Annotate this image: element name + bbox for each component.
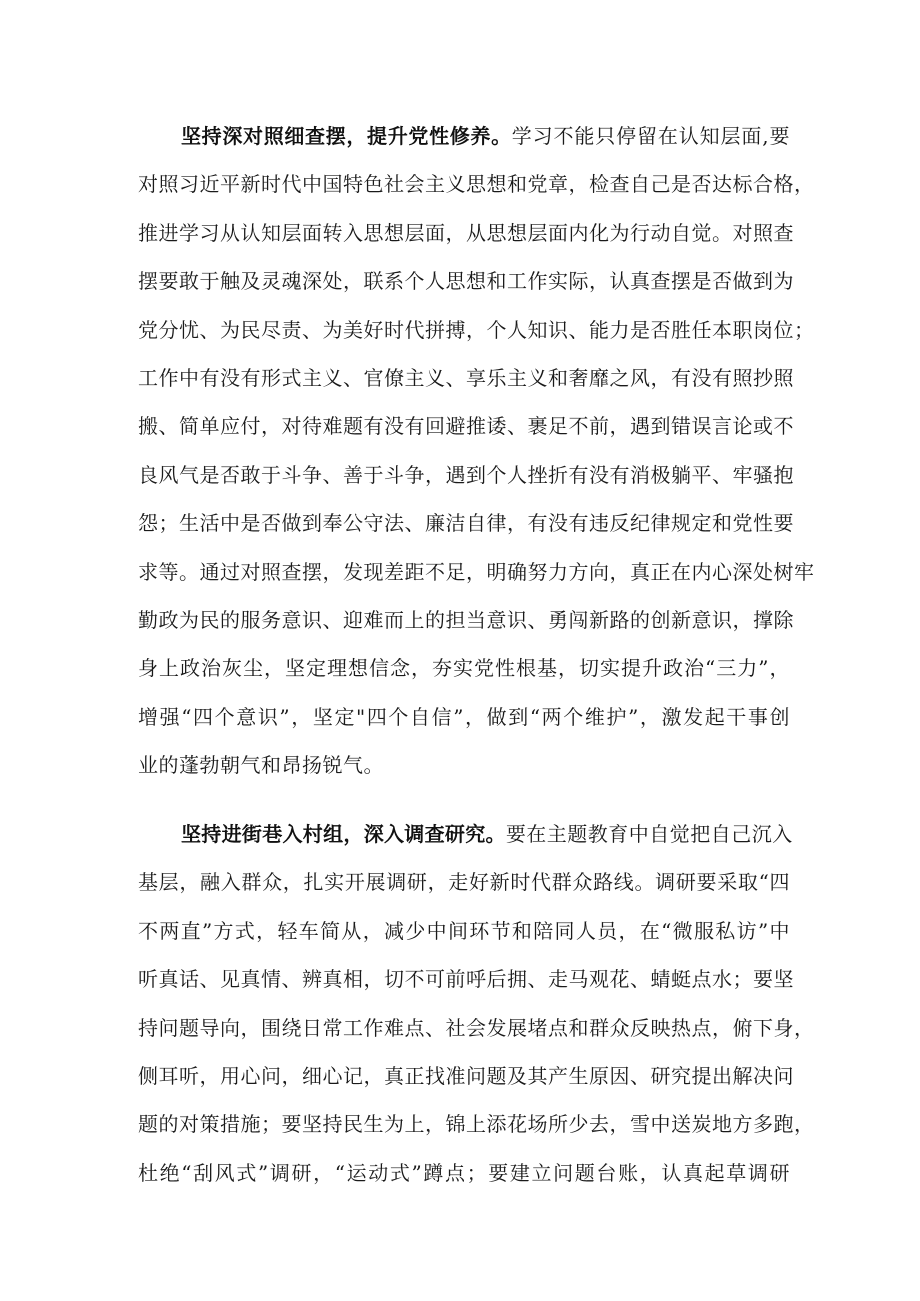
paragraph-first-line (138, 112, 790, 160)
text-line: 勤政为民的服务意识、迎难而上的担当意识、勇闯新路的创新意识，撑除 (138, 607, 794, 632)
text-line: 杜绝“刮风式”调研，“运动式”蹲点；要建立问题台账，认真起草调研 (138, 1160, 790, 1185)
text-line: 对照习近平新时代中国特色社会主义思想和党章，检查自己是否达标合格， (138, 172, 815, 197)
paragraph-heading: 坚持深对照细查摆，提升党性修养。 (181, 124, 512, 148)
paragraph-text: 要在主题教育中自觉把自己沉入 (505, 822, 793, 846)
text-line: 不两直”方式，轻车简从，减少中间环节和陪同人员，在“微服私访”中 (138, 918, 790, 943)
text-line: 党分忧、为民尽责、为美好时代拼搏，个人知识、能力是否胜任本职岗位； (138, 317, 815, 342)
text-line: 侧耳听，用心问，细心记，真正找准问题及其产生原因、研究提出解决问 (138, 1063, 794, 1088)
paragraph-first-line (138, 810, 793, 858)
text-line: 推进学习从认知层面转入思想层面，从思想层面内化为行动自觉。对照查 (138, 220, 794, 245)
paragraph-text: 学习不能只停留在认知层面,要 (511, 124, 790, 148)
text-line: 摆要敢于触及灵魂深处，联系个人思想和工作实际，认真查摆是否做到为 (138, 269, 794, 294)
paragraph-heading: 坚持进街巷入村组，深入调查研究。 (181, 822, 506, 846)
text-line: 搬、简单应付，对待难题有没有回避推诿、裹足不前，遇到错误言论或不 (138, 414, 794, 439)
paragraph-field-research (138, 810, 815, 1197)
text-line: 题的对策措施；要坚持民生为上，锦上添花场所少去，雪中送炭地方多跑， (138, 1112, 815, 1137)
text-line: 增强“四个意识”，坚定"四个自信”，做到“两个维护”，激发起干事创 (138, 704, 790, 729)
text-line: 身上政治灰尘，坚定理想信念，夯实党性根基，切实提升政治“三力”， (138, 656, 790, 681)
text-line: 求等。通过对照查摆，发现差距不足，明确努力方向，真正在内心深处树牢 (138, 559, 815, 584)
text-line: 良风气是否敢于斗争、善于斗争，遇到个人挫折有没有消极躺平、牢骚抱 (138, 462, 794, 487)
text-line: 业的蓬勃朝气和昂扬锐气。 (138, 753, 384, 778)
text-line: 听真话、见真情、辨真相，切不可前呼后拥、走马观花、蜻蜓点水；要坚 (138, 967, 794, 992)
text-line: 基层，融入群众，扎实开展调研，走好新时代群众路线。调研要采取“四 (138, 870, 790, 895)
text-line: 怨；生活中是否做到奉公守法、廉洁自律，有没有违反纪律规定和党性要 (138, 511, 794, 536)
paragraph-party-spirit (138, 112, 815, 789)
text-line: 工作中有没有形式主义、官僚主义、享乐主义和奢靡之风，有没有照抄照 (138, 365, 794, 390)
text-line: 持问题导向，围绕日常工作难点、社会发展堵点和群众反映热点，俯下身， (138, 1015, 815, 1040)
